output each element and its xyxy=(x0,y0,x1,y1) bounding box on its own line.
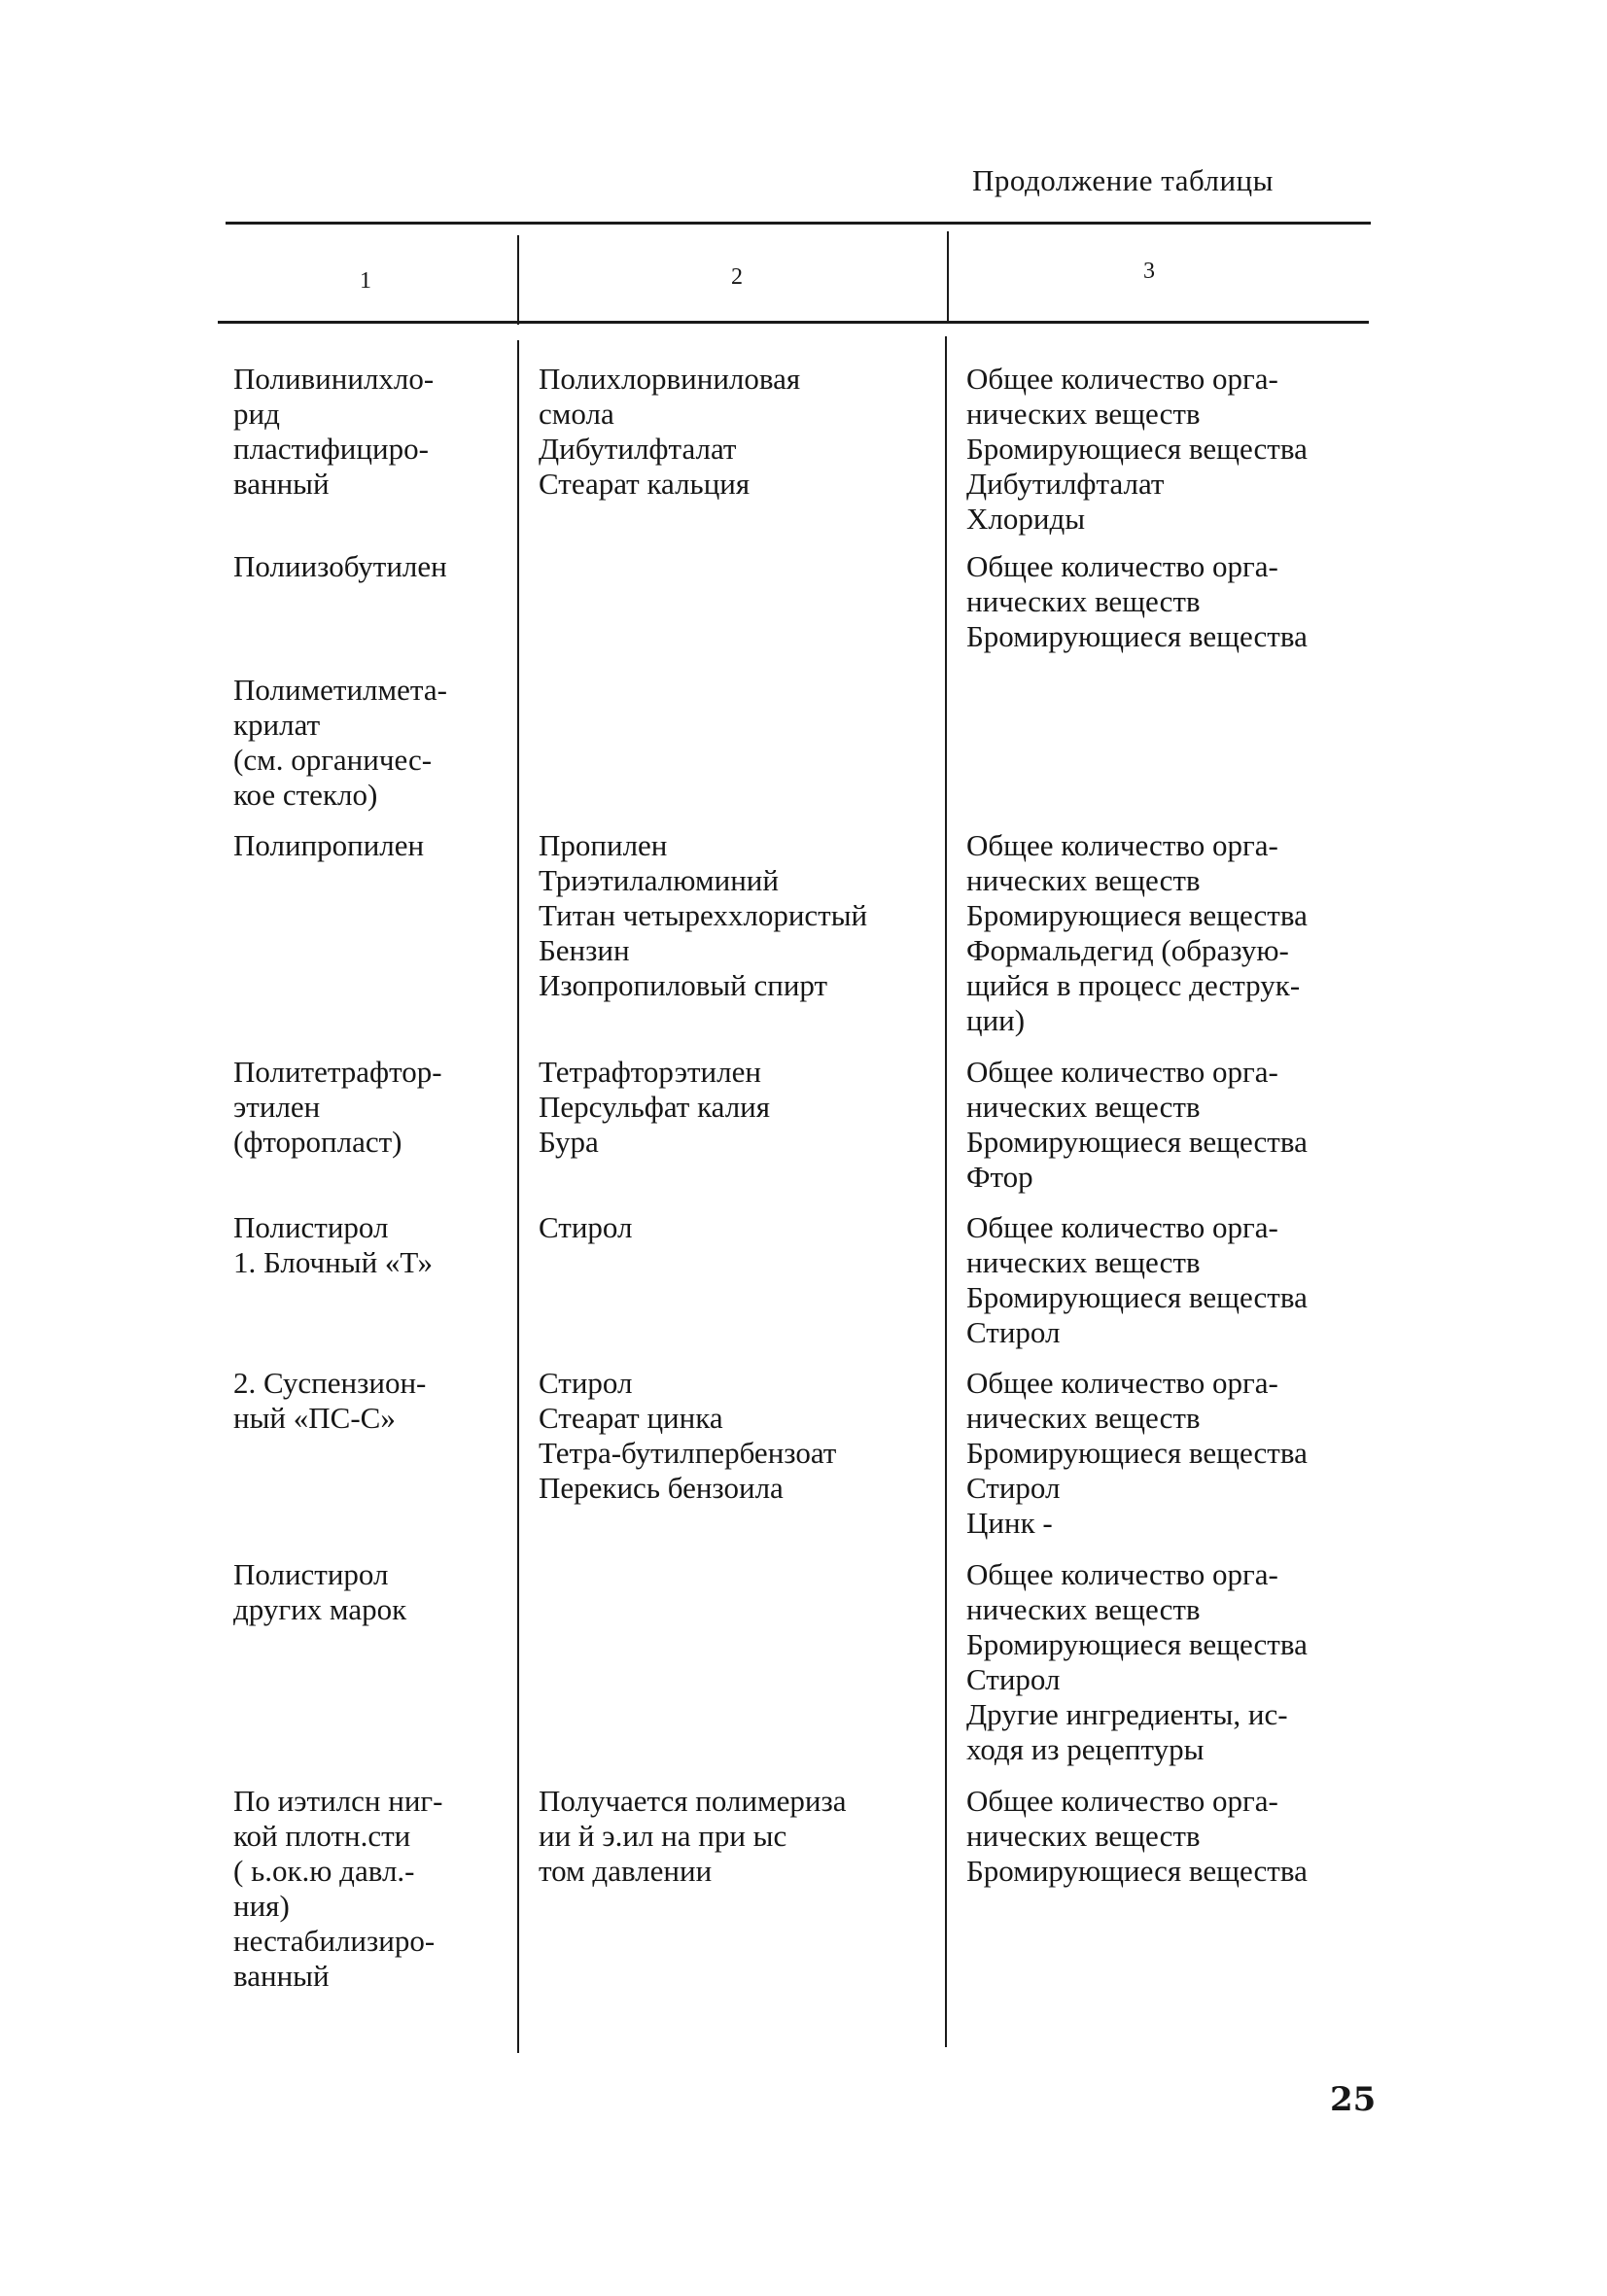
cell-line: ванный xyxy=(233,1959,330,1993)
cell-line: 1. Блочный «Т» xyxy=(233,1245,434,1279)
cell-line: Стеарат кальция xyxy=(539,467,751,501)
cell-line: Бромирующиеся вещества xyxy=(966,432,1308,466)
cell-line: Перекись бензоила xyxy=(539,1471,784,1505)
cell-line: Бензин xyxy=(539,933,630,967)
cell-line: Общее количество орга- xyxy=(966,1055,1278,1089)
cell-line: ный «ПС-С» xyxy=(233,1401,396,1435)
table-cell-material xyxy=(233,673,447,813)
cell-line: Стирол xyxy=(966,1471,1061,1505)
cell-line: нических веществ xyxy=(966,584,1201,618)
cell-line: Поливинилхло- xyxy=(233,362,435,396)
table-cell-material xyxy=(233,362,434,502)
cell-line: нических веществ xyxy=(966,1245,1201,1279)
cell-line: Тетрафторэтилен xyxy=(539,1055,761,1089)
cell-line: Полиизобутилен xyxy=(233,549,447,583)
cell-line: Общее количество орга- xyxy=(966,1784,1278,1818)
cell-line: нестабилизиро- xyxy=(233,1924,436,1958)
cell-line: ванный xyxy=(233,467,330,501)
cell-line: этилен xyxy=(233,1090,321,1124)
table-cell-indicators xyxy=(966,1366,1308,1541)
cell-line: Бура xyxy=(539,1125,599,1159)
table-cell-indicators xyxy=(966,1055,1308,1195)
column-divider-1-body xyxy=(517,340,519,2053)
cell-line: (см. органичес- xyxy=(233,743,433,777)
cell-line: Стирол xyxy=(966,1662,1061,1696)
cell-line: Общее количество орга- xyxy=(966,549,1278,583)
cell-line: Бромирующиеся вещества xyxy=(966,1436,1308,1470)
cell-line: Триэтилалюминий xyxy=(539,863,779,897)
cell-line: (фторопласт) xyxy=(233,1125,402,1159)
cell-line: Цинк - xyxy=(966,1506,1053,1540)
table-cell-raw-materials xyxy=(539,362,800,502)
cell-line: Полихлорвиниловая xyxy=(539,362,801,396)
cell-line: Бромирующиеся вещества xyxy=(966,898,1308,932)
table-cell-raw-materials xyxy=(539,1784,846,1889)
cell-line: Бромирующиеся вещества xyxy=(966,1854,1308,1888)
column-number-2: 2 xyxy=(731,264,743,290)
table-cell-indicators xyxy=(966,362,1308,537)
cell-line: Стирол xyxy=(539,1210,633,1244)
cell-line: крилат xyxy=(233,708,321,742)
cell-line: нических веществ xyxy=(966,863,1201,897)
table-cell-material xyxy=(233,1366,426,1436)
table-cell-material xyxy=(233,1557,406,1627)
cell-line: пластифициро- xyxy=(233,432,429,466)
cell-line: Другие ингредиенты, ис- xyxy=(966,1697,1288,1731)
cell-line: Хлориды xyxy=(966,502,1086,536)
cell-line: ( ь.ок.ю давл.- xyxy=(233,1854,415,1888)
table-continuation-caption: Продолжение таблицы xyxy=(972,163,1274,197)
cell-line: По иэтилсн ниг- xyxy=(233,1784,443,1818)
cell-line: 2. Суспензион- xyxy=(233,1366,427,1400)
cell-line: Дибутилфталат xyxy=(966,467,1165,501)
cell-line: Общее количество орга- xyxy=(966,1557,1278,1591)
page-number: 25 xyxy=(1330,2080,1377,2119)
header-bottom-rule xyxy=(218,321,1369,324)
cell-line: нических веществ xyxy=(966,397,1201,431)
cell-line: нических веществ xyxy=(966,1401,1201,1435)
table-cell-raw-materials xyxy=(539,828,867,1003)
table-cell-indicators xyxy=(966,1557,1308,1767)
table-cell-material xyxy=(233,549,447,584)
cell-line: Формальдегид (образую- xyxy=(966,933,1289,967)
cell-line: ии й э.ил на при ыс xyxy=(539,1819,787,1853)
cell-line: Получается полимериза xyxy=(539,1784,847,1818)
cell-line: Стирол xyxy=(539,1366,633,1400)
cell-line: Дибутилфталат xyxy=(539,432,737,466)
table-cell-material xyxy=(233,1784,442,1994)
cell-line: Титан четыреххлористый xyxy=(539,898,868,932)
cell-line: Общее количество орга- xyxy=(966,362,1278,396)
cell-line: Общее количество орга- xyxy=(966,1366,1278,1400)
cell-line: Фтор xyxy=(966,1160,1033,1194)
column-divider-2-header xyxy=(947,231,949,321)
cell-line: других марок xyxy=(233,1592,407,1626)
cell-line: Общее количество орга- xyxy=(966,1210,1278,1244)
cell-line: Изопропиловый спирт xyxy=(539,968,828,1002)
cell-line: ции) xyxy=(966,1003,1026,1037)
table-cell-raw-materials xyxy=(539,1055,770,1160)
table-cell-indicators xyxy=(966,1784,1308,1889)
column-number-1: 1 xyxy=(360,268,371,294)
cell-line: нических веществ xyxy=(966,1090,1201,1124)
cell-line: Политетрафтор- xyxy=(233,1055,442,1089)
table-cell-raw-materials xyxy=(539,1210,632,1245)
cell-line: Бромирующиеся вещества xyxy=(966,1280,1308,1314)
cell-line: рид xyxy=(233,397,280,431)
column-divider-2-body xyxy=(945,336,947,2047)
table-cell-material xyxy=(233,1055,442,1160)
cell-line: смола xyxy=(539,397,614,431)
cell-line: Бромирующиеся вещества xyxy=(966,1627,1308,1661)
cell-line: ния) xyxy=(233,1889,290,1923)
cell-line: кой плотн.сти xyxy=(233,1819,411,1853)
table-cell-material xyxy=(233,828,424,863)
cell-line: Тетра-бутилпербензоат xyxy=(539,1436,837,1470)
cell-line: Общее количество орга- xyxy=(966,828,1278,862)
cell-line: Полиметилмета- xyxy=(233,673,447,707)
cell-line: Полипропилен xyxy=(233,828,425,862)
column-number-3: 3 xyxy=(1143,259,1155,284)
cell-line: кое стекло) xyxy=(233,778,378,812)
table-cell-raw-materials xyxy=(539,1366,836,1506)
cell-line: щийся в процесс деструк- xyxy=(966,968,1301,1002)
cell-line: Персульфат калия xyxy=(539,1090,771,1124)
column-divider-1-header xyxy=(517,235,519,325)
cell-line: Стеарат цинка xyxy=(539,1401,723,1435)
table-cell-material xyxy=(233,1210,433,1280)
cell-line: Бромирующиеся вещества xyxy=(966,619,1308,653)
cell-line: Бромирующиеся вещества xyxy=(966,1125,1308,1159)
table-cell-indicators xyxy=(966,1210,1308,1350)
table-cell-indicators xyxy=(966,549,1308,654)
cell-line: Стирол xyxy=(966,1315,1061,1349)
cell-line: нических веществ xyxy=(966,1819,1201,1853)
cell-line: Полистирол xyxy=(233,1557,389,1591)
table-top-rule xyxy=(226,222,1371,225)
cell-line: том давлении xyxy=(539,1854,713,1888)
cell-line: нических веществ xyxy=(966,1592,1201,1626)
table-cell-indicators xyxy=(966,828,1308,1038)
cell-line: Пропилен xyxy=(539,828,668,862)
cell-line: ходя из рецептуры xyxy=(966,1732,1205,1766)
cell-line: Полистирол xyxy=(233,1210,389,1244)
